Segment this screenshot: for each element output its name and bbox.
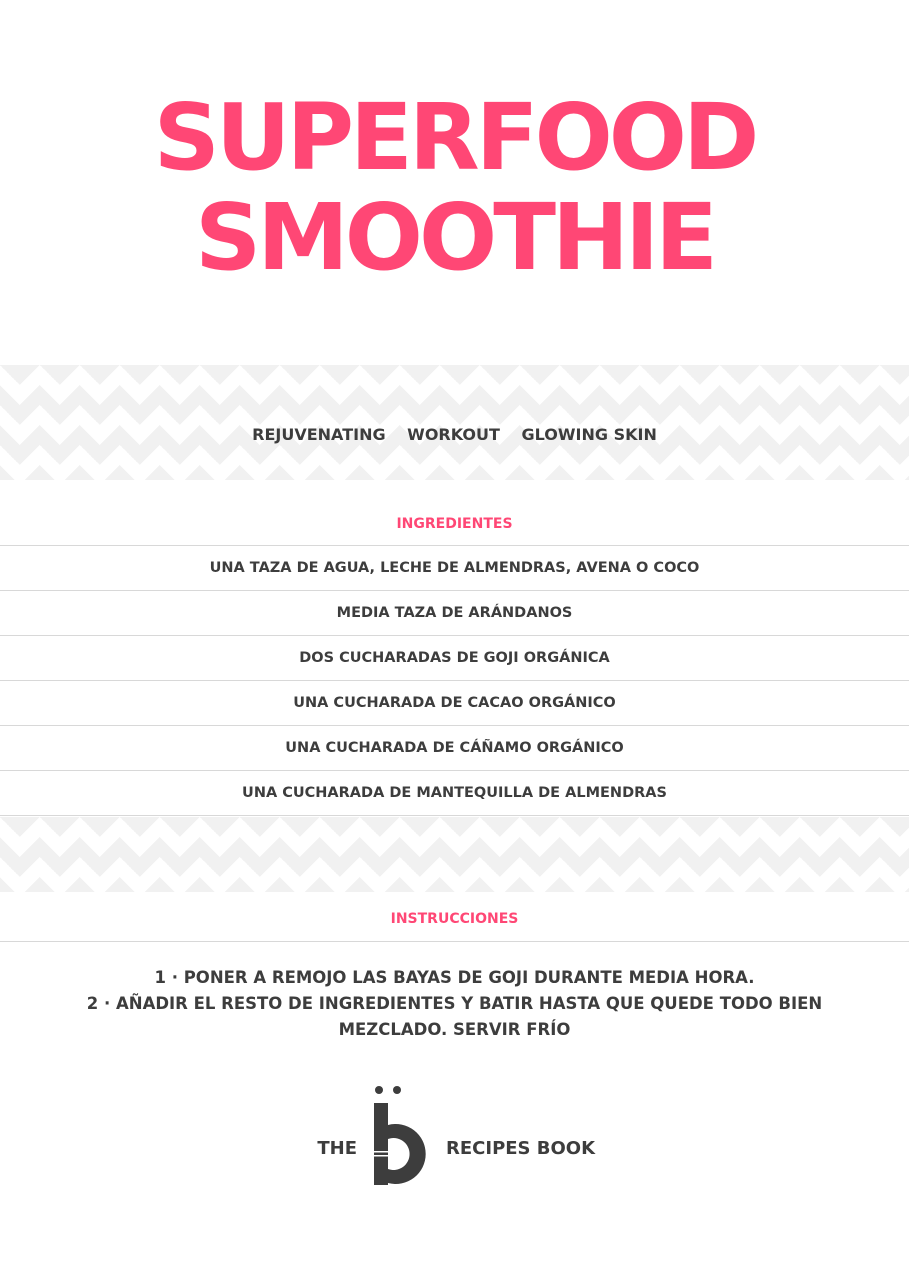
ingredients-list <box>0 546 909 816</box>
list-item: UNA CUCHARADA DE MANTEQUILLA DE ALMENDRAS <box>0 771 909 816</box>
title-line-2: SMOOTHIE <box>194 184 715 291</box>
list-item: UNA CUCHARADA DE CÁÑAMO ORGÁNICO <box>0 726 909 771</box>
tag-glowing-skin: GLOWING SKIN <box>521 425 657 444</box>
brand-text-right: RECIPES BOOK <box>446 1138 596 1159</box>
list-item: DOS CUCHARADAS DE GOJI ORGÁNICA <box>0 636 909 681</box>
instructions-heading: INSTRUCCIONES <box>390 911 519 927</box>
brand-text-left: THE <box>317 1138 357 1159</box>
tag-list <box>0 425 909 444</box>
b-umlaut-logo-icon <box>370 1085 440 1190</box>
list-item: UNA TAZA DE AGUA, LECHE DE ALMENDRAS, AVENA O COCO <box>0 546 909 591</box>
tag-rejuvenating: REJUVENATING <box>252 425 386 444</box>
recipe-title <box>0 84 909 291</box>
title-line-1: SUPERFOOD <box>153 84 756 191</box>
chevron-pattern-band <box>0 817 909 892</box>
divider <box>0 941 909 942</box>
tag-workout: WORKOUT <box>407 425 500 444</box>
chevron-pattern-band <box>0 365 909 480</box>
instructions-text <box>60 965 849 1043</box>
ingredients-heading: INGREDIENTES <box>396 516 513 532</box>
instruction-line: 1 · PONER A REMOJO LAS BAYAS DE GOJI DURANTE MEDIA HORA. <box>154 968 755 987</box>
list-item: MEDIA TAZA DE ARÁNDANOS <box>0 591 909 636</box>
instruction-line: 2 · AÑADIR EL RESTO DE INGREDIENTES Y BATIR HASTA QUE QUEDE TODO BIEN <box>86 994 823 1013</box>
instruction-line: MEZCLADO. SERVIR FRÍO <box>338 1020 571 1039</box>
list-item: UNA CUCHARADA DE CACAO ORGÁNICO <box>0 681 909 726</box>
